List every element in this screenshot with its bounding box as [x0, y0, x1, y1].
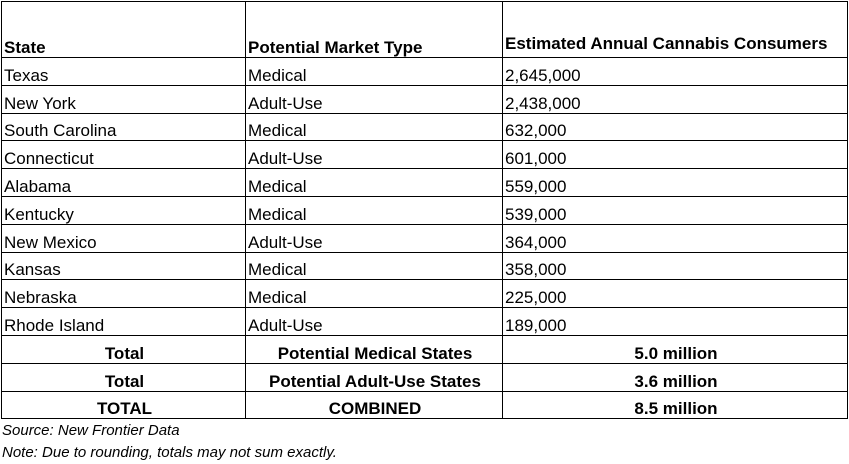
footnotes	[2, 420, 337, 464]
market-type-cell: Adult-Use	[246, 141, 503, 169]
market-type-cell: Adult-Use	[246, 224, 503, 252]
total-row-medical	[2, 335, 848, 363]
market-type-cell: Adult-Use	[246, 308, 503, 336]
state-cell: Rhode Island	[2, 308, 246, 336]
header-market-type: Potential Market Type	[246, 2, 503, 58]
market-type-cell: Medical	[246, 252, 503, 280]
total-category: Potential Adult-Use States	[246, 363, 503, 391]
total-row-adult-use	[2, 363, 848, 391]
total-row-combined	[2, 391, 848, 419]
total-value: 5.0 million	[503, 335, 848, 363]
header-consumers: Estimated Annual Cannabis Consumers	[503, 2, 848, 58]
table-row	[2, 224, 848, 252]
consumers-cell: 539,000	[503, 196, 848, 224]
table-row	[2, 85, 848, 113]
consumers-cell: 632,000	[503, 113, 848, 141]
market-type-cell: Medical	[246, 113, 503, 141]
table-row	[2, 308, 848, 336]
header-state: State	[2, 2, 246, 58]
source-note: Source: New Frontier Data	[2, 422, 180, 439]
state-cell: Nebraska	[2, 280, 246, 308]
total-label: TOTAL	[2, 391, 246, 419]
market-type-cell: Medical	[246, 280, 503, 308]
total-category: Potential Medical States	[246, 335, 503, 363]
table-row	[2, 113, 848, 141]
state-cell: New York	[2, 85, 246, 113]
cannabis-consumers-table	[1, 1, 848, 419]
market-type-cell: Medical	[246, 169, 503, 197]
state-cell: Kentucky	[2, 196, 246, 224]
consumers-cell: 364,000	[503, 224, 848, 252]
market-type-cell: Medical	[246, 196, 503, 224]
table-row	[2, 280, 848, 308]
state-cell: New Mexico	[2, 224, 246, 252]
market-type-cell: Medical	[246, 58, 503, 86]
table-row	[2, 196, 848, 224]
total-label: Total	[2, 363, 246, 391]
table-row	[2, 252, 848, 280]
total-label: Total	[2, 335, 246, 363]
table-row	[2, 169, 848, 197]
state-cell: Kansas	[2, 252, 246, 280]
consumers-cell: 559,000	[503, 169, 848, 197]
consumers-cell: 358,000	[503, 252, 848, 280]
state-cell: Alabama	[2, 169, 246, 197]
consumers-cell: 189,000	[503, 308, 848, 336]
total-category: COMBINED	[246, 391, 503, 419]
consumers-cell: 2,438,000	[503, 85, 848, 113]
total-value: 3.6 million	[503, 363, 848, 391]
consumers-cell: 225,000	[503, 280, 848, 308]
table-header-row	[2, 2, 848, 58]
market-type-cell: Adult-Use	[246, 85, 503, 113]
table-row	[2, 141, 848, 169]
consumers-cell: 601,000	[503, 141, 848, 169]
state-cell: Texas	[2, 58, 246, 86]
consumers-cell: 2,645,000	[503, 58, 848, 86]
table-row	[2, 58, 848, 86]
total-value: 8.5 million	[503, 391, 848, 419]
rounding-note: Note: Due to rounding, totals may not sum exactly.	[2, 444, 337, 461]
state-cell: Connecticut	[2, 141, 246, 169]
state-cell: South Carolina	[2, 113, 246, 141]
